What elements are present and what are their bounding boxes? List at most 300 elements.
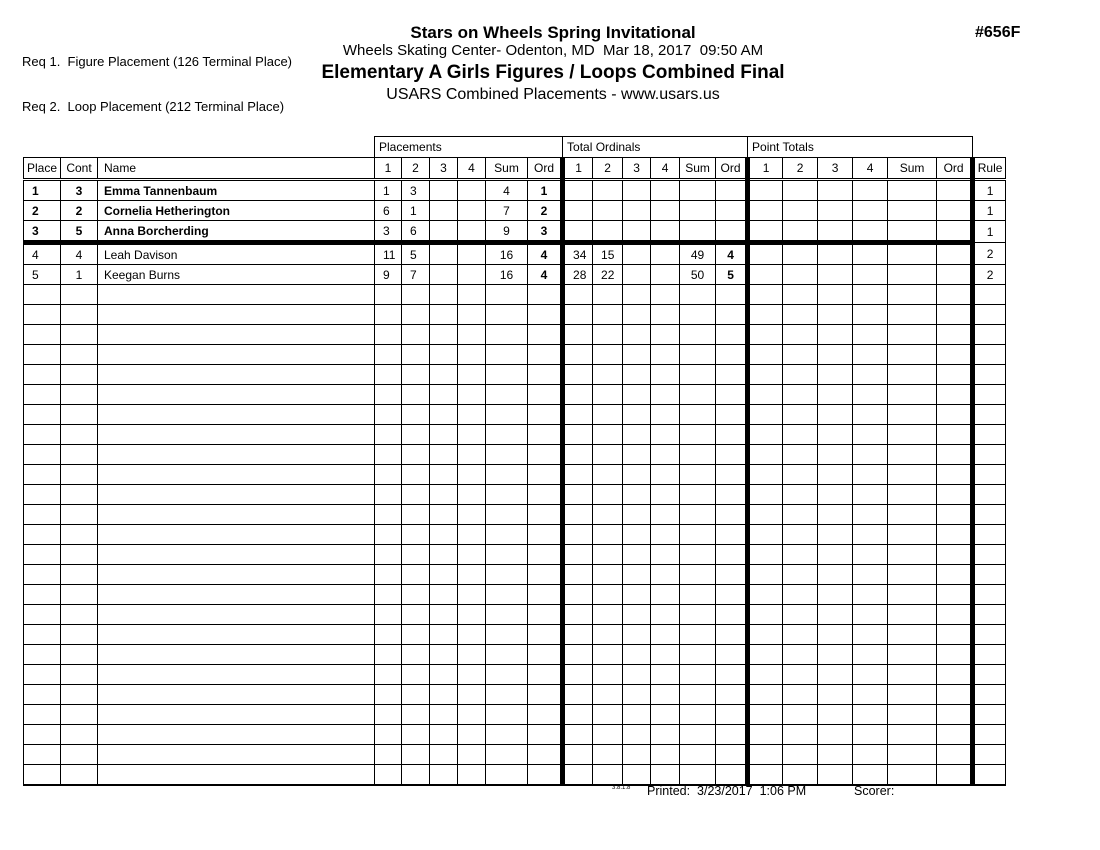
point-totals-sub-header: 1 [748,158,783,180]
placements-1-cell [375,505,402,525]
placements-ord-cell [528,745,563,765]
point-totals-3-cell [818,485,853,505]
empty-row [24,605,1006,625]
point-totals-2-cell [783,605,818,625]
placements-1-cell [375,525,402,545]
placements-ord-cell [528,725,563,745]
cont-cell: 2 [61,201,98,221]
placements-sum-cell [486,485,528,505]
rule-cell [973,665,1006,685]
point-totals-4-cell [853,465,888,485]
placements-3-cell [430,565,458,585]
placements-2-cell [402,705,430,725]
placements-3-cell [430,201,458,221]
point-totals-4-cell [853,545,888,565]
cont-cell [61,585,98,605]
empty-row [24,525,1006,545]
placements-2-cell [402,645,430,665]
placements-sum-cell [486,745,528,765]
placements-ord-cell: 4 [528,243,563,265]
point-totals-sum-cell [888,705,937,725]
rule-cell [973,525,1006,545]
point-totals-4-cell [853,665,888,685]
point-totals-sum-cell [888,285,937,305]
point-totals-sum-cell [888,180,937,201]
table-row [24,243,1006,265]
total-ordinals-1-cell [563,221,593,243]
empty-row [24,345,1006,365]
event-title: Elementary A Girls Figures / Loops Combined Final [321,62,785,83]
total-ordinals-ord-cell [716,745,748,765]
total-ordinals-4-cell [651,685,680,705]
req-line-1: Req 1. Figure Placement (126 Terminal Place) [22,54,292,69]
point-totals-2-cell [783,725,818,745]
cont-cell [61,445,98,465]
total-ordinals-ord-cell [716,345,748,365]
placements-4-cell [458,365,486,385]
point-totals-1-cell [748,180,783,201]
placements-2-cell [402,465,430,485]
placements-1-cell [375,385,402,405]
total-ordinals-3-cell [623,585,651,605]
placements-4-cell [458,405,486,425]
point-totals-sum-cell [888,605,937,625]
total-ordinals-4-cell [651,305,680,325]
placements-ord-cell: 1 [528,180,563,201]
total-ordinals-3-cell [623,765,651,786]
total-ordinals-ord-cell [716,525,748,545]
group-header-spacer [24,137,375,158]
point-totals-sum-cell [888,445,937,465]
total-ordinals-2-cell [593,545,623,565]
placements-4-cell [458,445,486,465]
rule-cell [973,565,1006,585]
placements-3-cell [430,385,458,405]
point-totals-1-cell [748,243,783,265]
point-totals-4-cell [853,285,888,305]
total-ordinals-2-cell [593,725,623,745]
total-ordinals-ord-cell [716,505,748,525]
cont-cell [61,465,98,485]
total-ordinals-4-cell [651,565,680,585]
placements-sub-header: Sum [486,158,528,180]
placements-3-cell [430,705,458,725]
total-ordinals-ord-cell [716,445,748,465]
placements-1-cell: 6 [375,201,402,221]
point-totals-2-cell [783,201,818,221]
total-ordinals-2-cell [593,305,623,325]
placements-2-cell [402,725,430,745]
total-ordinals-ord-cell: 5 [716,265,748,285]
placements-4-cell [458,765,486,786]
total-ordinals-4-cell [651,243,680,265]
point-totals-2-cell [783,305,818,325]
placements-1-cell: 9 [375,265,402,285]
placements-sum-cell [486,525,528,545]
placements-3-cell [430,505,458,525]
point-totals-ord-cell [937,585,973,605]
total-ordinals-ord-cell [716,625,748,645]
total-ordinals-4-cell [651,625,680,645]
placements-3-cell [430,525,458,545]
cont-cell [61,345,98,365]
name-cell [98,405,375,425]
placements-ord-cell [528,685,563,705]
point-totals-sum-cell [888,525,937,545]
name-cell [98,385,375,405]
point-totals-4-cell [853,305,888,325]
placements-1-cell [375,285,402,305]
point-totals-3-cell [818,385,853,405]
total-ordinals-sum-cell [680,765,716,786]
total-ordinals-ord-cell [716,285,748,305]
empty-row [24,305,1006,325]
total-ordinals-1-cell [563,345,593,365]
total-ordinals-4-cell [651,325,680,345]
point-totals-sum-cell [888,385,937,405]
point-totals-4-cell [853,221,888,243]
rule-cell [973,505,1006,525]
competition-title: Stars on Wheels Spring Invitational [410,23,696,42]
placements-1-cell [375,585,402,605]
placements-sum-cell [486,365,528,385]
cont-cell [61,645,98,665]
cont-cell [61,605,98,625]
name-cell [98,365,375,385]
rule-cell [973,485,1006,505]
total-ordinals-ord-cell [716,465,748,485]
point-totals-sum-cell [888,745,937,765]
point-totals-sum-cell [888,325,937,345]
total-ordinals-3-cell [623,745,651,765]
total-ordinals-sub-header: 3 [623,158,651,180]
point-totals-1-cell [748,265,783,285]
point-totals-3-cell [818,345,853,365]
placements-ord-cell [528,465,563,485]
point-totals-sub-header: 2 [783,158,818,180]
point-totals-ord-cell [937,465,973,485]
placements-1-cell [375,425,402,445]
total-ordinals-2-cell [593,585,623,605]
point-totals-3-cell [818,201,853,221]
rule-cell [973,625,1006,645]
rule-cell [973,405,1006,425]
point-totals-ord-cell [937,745,973,765]
total-ordinals-sum-cell [680,585,716,605]
point-totals-ord-cell [937,365,973,385]
placements-1-cell [375,665,402,685]
empty-row [24,485,1006,505]
point-totals-ord-cell [937,385,973,405]
total-ordinals-1-cell [563,365,593,385]
placements-1-cell [375,365,402,385]
point-totals-2-cell [783,645,818,665]
cont-cell [61,765,98,786]
name-cell [98,745,375,765]
total-ordinals-sum-cell: 49 [680,243,716,265]
total-ordinals-3-cell [623,425,651,445]
point-totals-ord-cell [937,345,973,365]
point-totals-3-cell [818,265,853,285]
placements-2-cell [402,365,430,385]
total-ordinals-ord-cell [716,385,748,405]
place-cell [24,765,61,786]
cont-cell [61,385,98,405]
placements-ord-cell [528,585,563,605]
point-totals-sum-cell [888,201,937,221]
rule-cell [973,325,1006,345]
point-totals-2-cell [783,425,818,445]
placements-1-cell [375,305,402,325]
total-ordinals-3-cell [623,565,651,585]
total-ordinals-2-cell [593,221,623,243]
point-totals-1-cell [748,325,783,345]
point-totals-sum-cell [888,645,937,665]
point-totals-3-cell [818,180,853,201]
placements-ord-cell [528,625,563,645]
point-totals-2-cell [783,243,818,265]
total-ordinals-2-cell [593,445,623,465]
place-cell [24,465,61,485]
point-totals-4-cell [853,685,888,705]
point-totals-3-cell [818,325,853,345]
placements-4-cell [458,605,486,625]
total-ordinals-sum-cell [680,325,716,345]
name-cell [98,305,375,325]
cont-cell: 3 [61,180,98,201]
point-totals-ord-cell [937,201,973,221]
point-totals-ord-cell [937,425,973,445]
total-ordinals-4-cell [651,645,680,665]
total-ordinals-ord-cell [716,705,748,725]
total-ordinals-4-cell [651,525,680,545]
empty-row [24,505,1006,525]
group-header-row [24,137,1006,158]
placements-3-cell [430,221,458,243]
total-ordinals-3-cell [623,325,651,345]
rule-cell [973,645,1006,665]
cont-cell [61,665,98,685]
total-ordinals-1-cell [563,465,593,485]
point-totals-sum-cell [888,625,937,645]
cont-cell [61,745,98,765]
total-ordinals-3-cell [623,605,651,625]
point-totals-ord-cell [937,505,973,525]
total-ordinals-4-cell [651,285,680,305]
placements-ord-cell [528,405,563,425]
total-ordinals-3-cell [623,625,651,645]
total-ordinals-4-cell [651,405,680,425]
name-cell [98,545,375,565]
cont-cell [61,285,98,305]
cont-cell [61,625,98,645]
results-table [23,136,1006,786]
placements-2-cell [402,385,430,405]
name-cell [98,285,375,305]
point-totals-sum-cell [888,425,937,445]
total-ordinals-1-cell: 34 [563,243,593,265]
total-ordinals-sum-cell [680,625,716,645]
placements-3-cell [430,445,458,465]
total-ordinals-sum-cell [680,545,716,565]
total-ordinals-1-cell [563,705,593,725]
point-totals-sum-cell [888,685,937,705]
placements-ord-cell [528,505,563,525]
empty-row [24,385,1006,405]
total-ordinals-3-cell [623,485,651,505]
total-ordinals-sum-cell [680,305,716,325]
total-ordinals-ord-cell [716,325,748,345]
placements-4-cell [458,645,486,665]
placements-4-cell [458,745,486,765]
rule-cell [973,285,1006,305]
total-ordinals-3-cell [623,545,651,565]
total-ordinals-1-cell [563,405,593,425]
total-ordinals-4-cell [651,385,680,405]
total-ordinals-3-cell [623,445,651,465]
total-ordinals-1-cell [563,765,593,786]
total-ordinals-ord-cell [716,180,748,201]
total-ordinals-2-cell [593,425,623,445]
placements-sum-cell: 16 [486,265,528,285]
placements-4-cell [458,385,486,405]
empty-row [24,465,1006,485]
placements-1-cell [375,545,402,565]
software-version: 3.8.1.8 [612,785,631,791]
point-totals-1-cell [748,545,783,565]
point-totals-ord-cell [937,565,973,585]
rule-cell [973,445,1006,465]
placements-2-cell [402,545,430,565]
point-totals-ord-cell [937,625,973,645]
placements-3-cell [430,485,458,505]
placements-ord-cell: 4 [528,265,563,285]
placements-1-cell [375,625,402,645]
cont-cell [61,505,98,525]
total-ordinals-2-cell [593,485,623,505]
point-totals-2-cell [783,405,818,425]
total-ordinals-sum-cell [680,365,716,385]
placements-3-cell [430,605,458,625]
cont-cell [61,565,98,585]
total-ordinals-ord-cell: 4 [716,243,748,265]
placements-2-cell [402,665,430,685]
point-totals-4-cell [853,180,888,201]
total-ordinals-2-cell [593,285,623,305]
point-totals-4-cell [853,385,888,405]
placements-2-cell [402,745,430,765]
point-totals-ord-cell [937,525,973,545]
total-ordinals-ord-cell [716,665,748,685]
placements-2-cell [402,285,430,305]
point-totals-2-cell [783,665,818,685]
point-totals-sum-cell [888,665,937,685]
point-totals-4-cell [853,505,888,525]
placements-sum-cell [486,305,528,325]
total-ordinals-1-cell [563,685,593,705]
total-ordinals-3-cell [623,705,651,725]
total-ordinals-1-cell [563,201,593,221]
total-ordinals-1-cell [563,545,593,565]
point-totals-1-cell [748,605,783,625]
total-ordinals-3-cell [623,725,651,745]
point-totals-2-cell [783,765,818,786]
total-ordinals-3-cell [623,365,651,385]
placements-3-cell [430,765,458,786]
total-ordinals-2-cell [593,645,623,665]
point-totals-sub-header: Sum [888,158,937,180]
place-cell [24,705,61,725]
point-totals-3-cell [818,705,853,725]
point-totals-3-cell [818,625,853,645]
rule-cell [973,685,1006,705]
name-cell: Leah Davison [98,243,375,265]
place-cell [24,745,61,765]
point-totals-ord-cell [937,485,973,505]
placements-4-cell [458,725,486,745]
title-block [0,23,1100,104]
placements-sum-cell [486,585,528,605]
point-totals-ord-cell [937,243,973,265]
total-ordinals-4-cell [651,725,680,745]
placements-4-cell [458,243,486,265]
placements-ord-cell [528,445,563,465]
empty-row [24,685,1006,705]
point-totals-ord-cell [937,545,973,565]
point-totals-ord-cell [937,265,973,285]
point-totals-sum-cell [888,243,937,265]
placements-2-cell [402,525,430,545]
point-totals-sum-cell [888,485,937,505]
point-totals-ord-cell [937,285,973,305]
placements-1-cell [375,445,402,465]
total-ordinals-3-cell [623,385,651,405]
place-cell [24,305,61,325]
name-cell [98,645,375,665]
placements-2-cell [402,605,430,625]
placements-sub-header: 1 [375,158,402,180]
placements-1-cell [375,565,402,585]
placements-ord-cell [528,705,563,725]
placements-sum-cell [486,465,528,485]
place-cell: 4 [24,243,61,265]
name-cell [98,465,375,485]
total-ordinals-sum-cell [680,221,716,243]
point-totals-ord-cell [937,305,973,325]
placements-sum-cell [486,645,528,665]
point-totals-4-cell [853,705,888,725]
point-totals-1-cell [748,725,783,745]
point-totals-ord-cell [937,725,973,745]
placements-ord-cell: 3 [528,221,563,243]
placements-4-cell [458,265,486,285]
total-ordinals-3-cell [623,465,651,485]
total-ordinals-sub-header: Sum [680,158,716,180]
placements-ord-cell [528,345,563,365]
point-totals-4-cell [853,525,888,545]
total-ordinals-2-cell [593,765,623,786]
rule-cell: 2 [973,243,1006,265]
total-ordinals-2-cell: 15 [593,243,623,265]
point-totals-2-cell [783,445,818,465]
placements-2-cell: 7 [402,265,430,285]
total-ordinals-sum-cell [680,425,716,445]
placements-ord-cell [528,385,563,405]
placements-3-cell [430,265,458,285]
placements-1-cell [375,485,402,505]
total-ordinals-3-cell [623,243,651,265]
rule-cell [973,585,1006,605]
